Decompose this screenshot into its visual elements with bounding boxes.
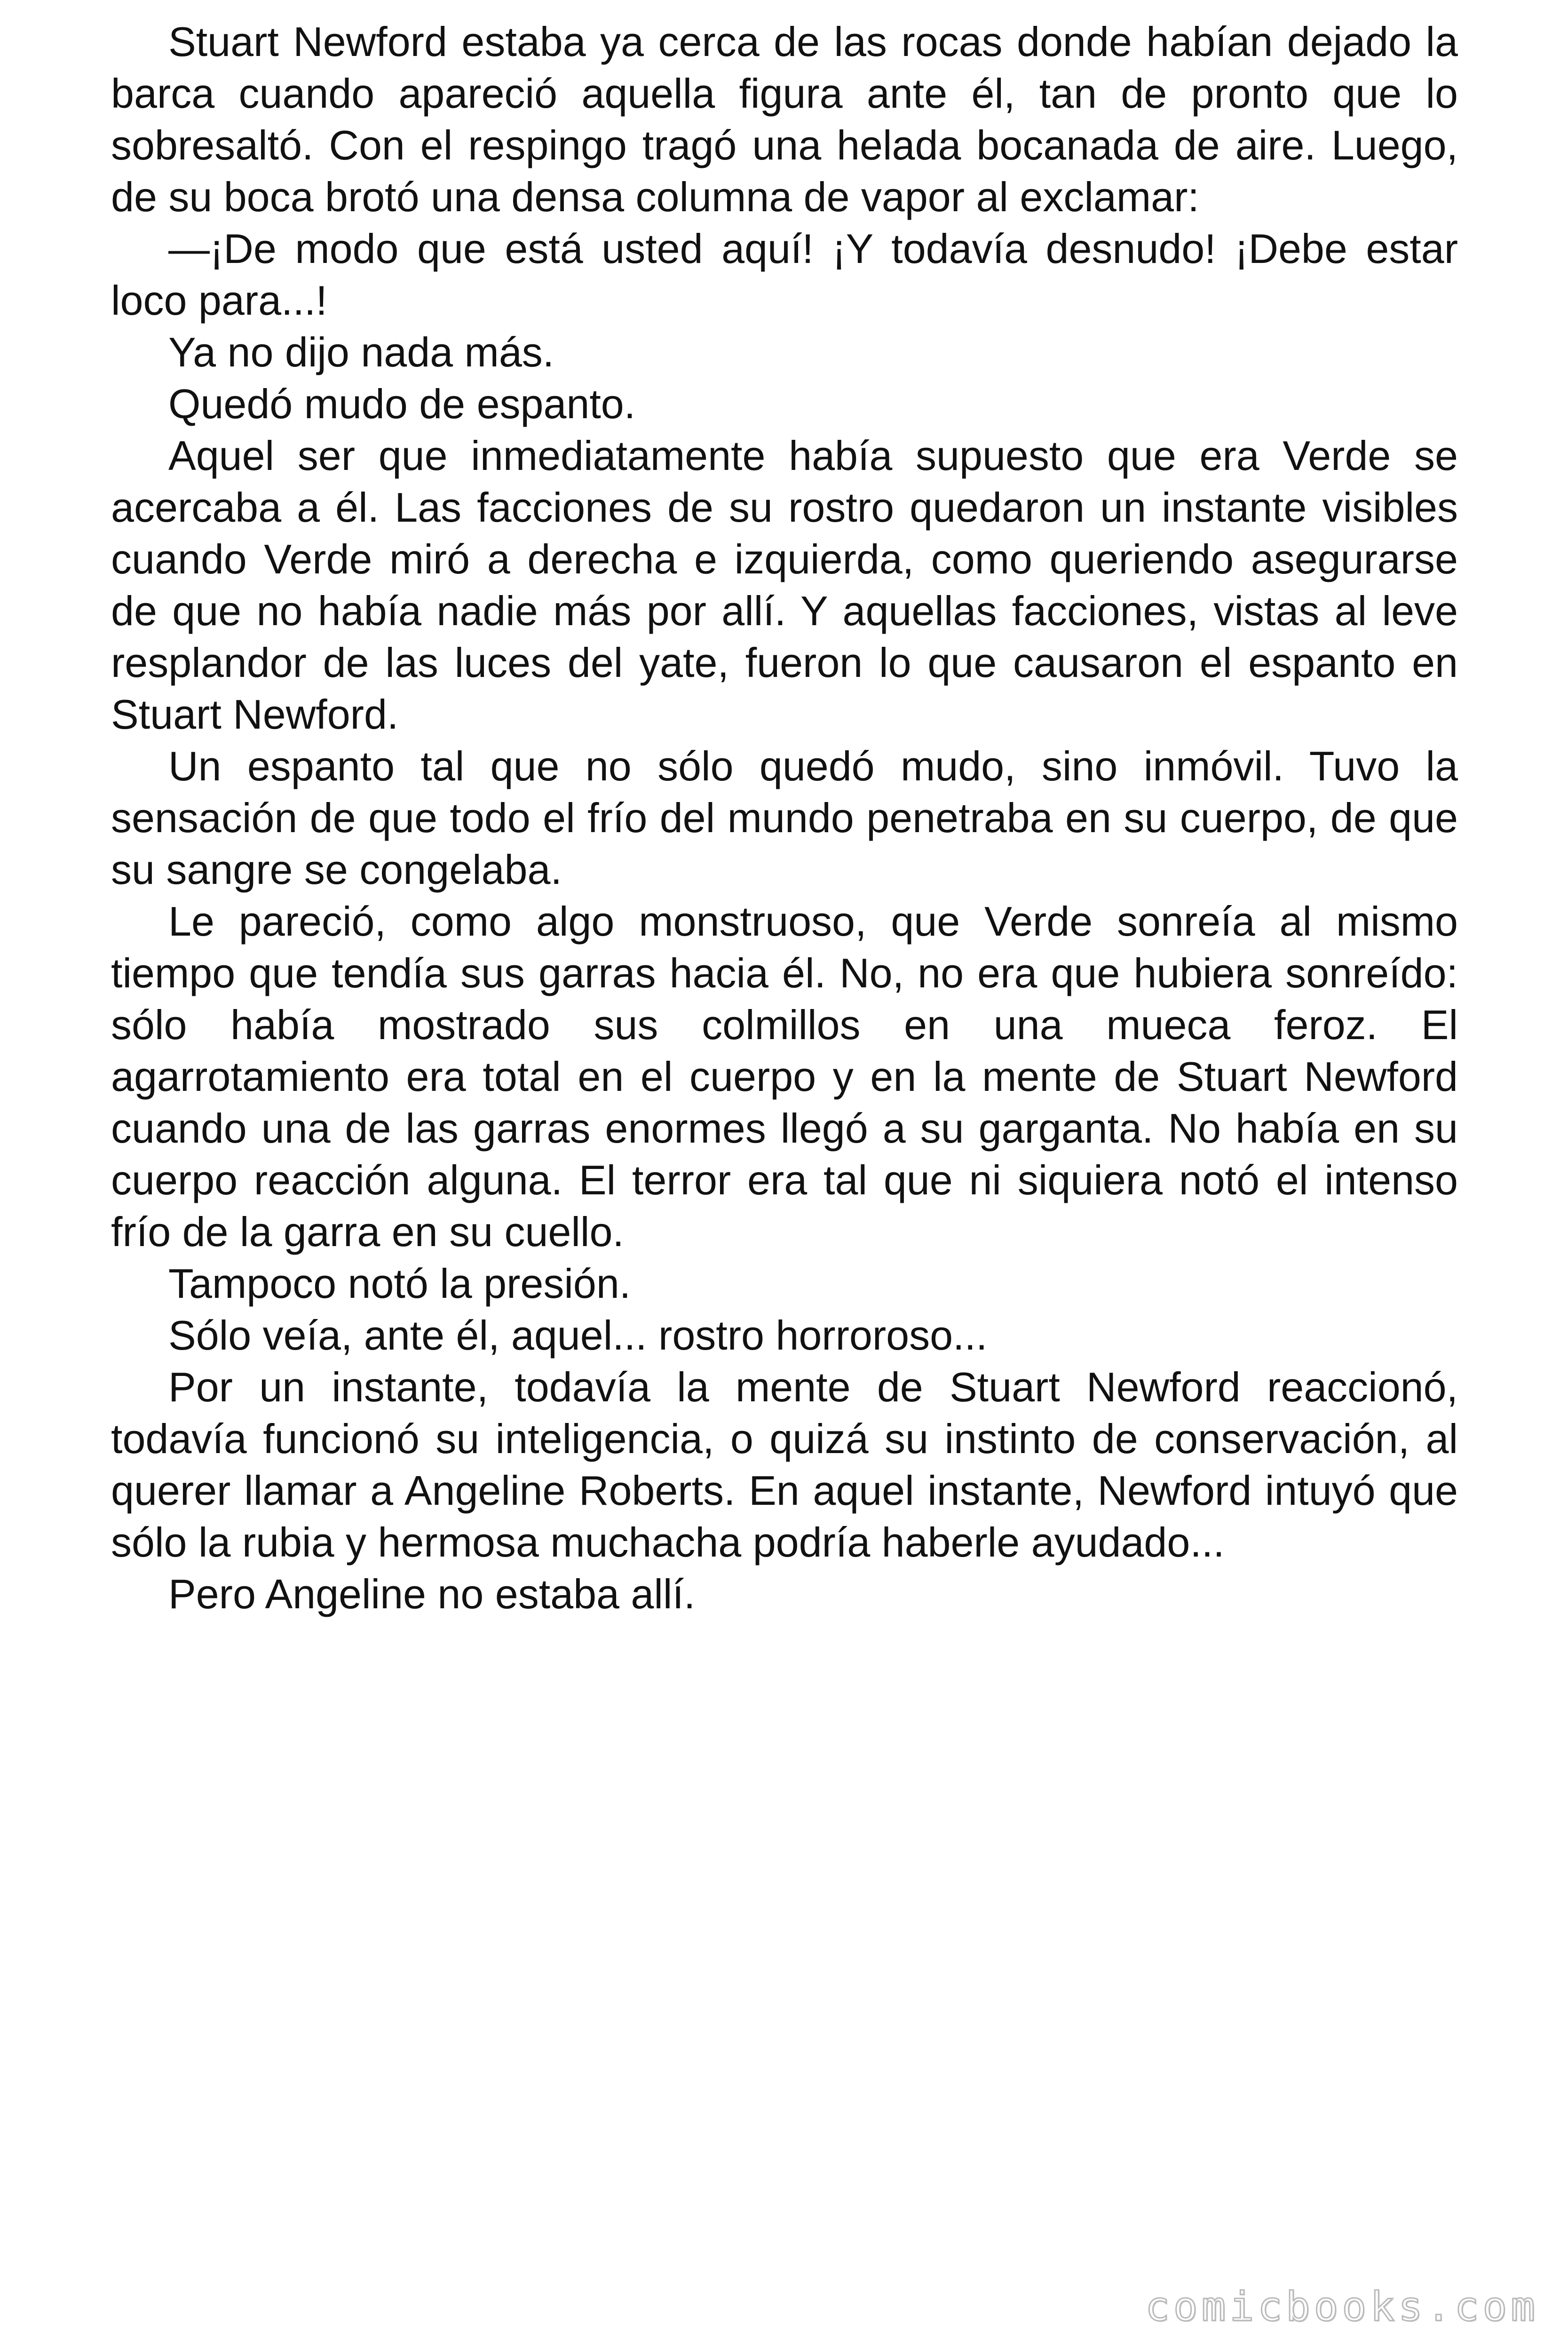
watermark: comicbooks.com [1145, 2283, 1539, 2330]
page-text [111, 16, 1458, 1620]
paragraph-1: Stuart Newford estaba ya cerca de las rocas donde habían dejado la barca cuando apareció aquella figura ante él, tan de pronto que lo sobresaltó. Con el respingo tragó una helada bocanada de aire. Luego, de su boca brotó una densa columna de vapor al exclamar: [111, 18, 1458, 220]
paragraph-11: Pero Angeline no estaba allí. [168, 1571, 696, 1617]
paragraph-8: Tampoco notó la presión. [168, 1260, 631, 1307]
paragraph-6: Un espanto tal que no sólo quedó mudo, sino inmóvil. Tuvo la sensación de que todo el frío del mundo penetraba en su cuerpo, de que su sangre se congelaba. [111, 743, 1458, 893]
paragraph-5: Aquel ser que inmediatamente había supuesto que era Verde se acercaba a él. Las facciones de su rostro quedaron un instante visibles cuando Verde miró a derecha e izquierda, como queriendo asegurarse de que no había nadie más por allí. Y aquellas facciones, vistas al leve resplandor de las luces del yate, fueron lo que causaron el espanto en Stuart Newford. [111, 432, 1458, 738]
paragraph-2: —¡De modo que está usted aquí! ¡Y todavía desnudo! ¡Debe estar loco para...! [111, 225, 1458, 324]
paragraph-3: Ya no dijo nada más. [168, 329, 554, 375]
paragraph-9: Sólo veía, ante él, aquel... rostro horroroso... [168, 1312, 988, 1359]
paragraph-10: Por un instante, todavía la mente de Stuart Newford reaccionó, todavía funcionó su inteligencia, o quizá su instinto de conservación, al querer llamar a Angeline Roberts. En aquel instante, Newford intuyó que sólo la rubia y hermosa muchacha podría haberle ayudado... [111, 1364, 1458, 1565]
paragraph-4: Quedó mudo de espanto. [168, 381, 636, 427]
paragraph-7: Le pareció, como algo monstruoso, que Verde sonreía al mismo tiempo que tendía sus garras hacia él. No, no era que hubiera sonreído: sólo había mostrado sus colmillos en una mueca feroz. El agarrotamiento era total en el cuerpo y en la mente de Stuart Newford cuando una de las garras enormes llegó a su garganta. No había en su cuerpo reacción alguna. El terror era tal que ni siquiera notó el intenso frío de la garra en su cuello. [111, 898, 1458, 1255]
